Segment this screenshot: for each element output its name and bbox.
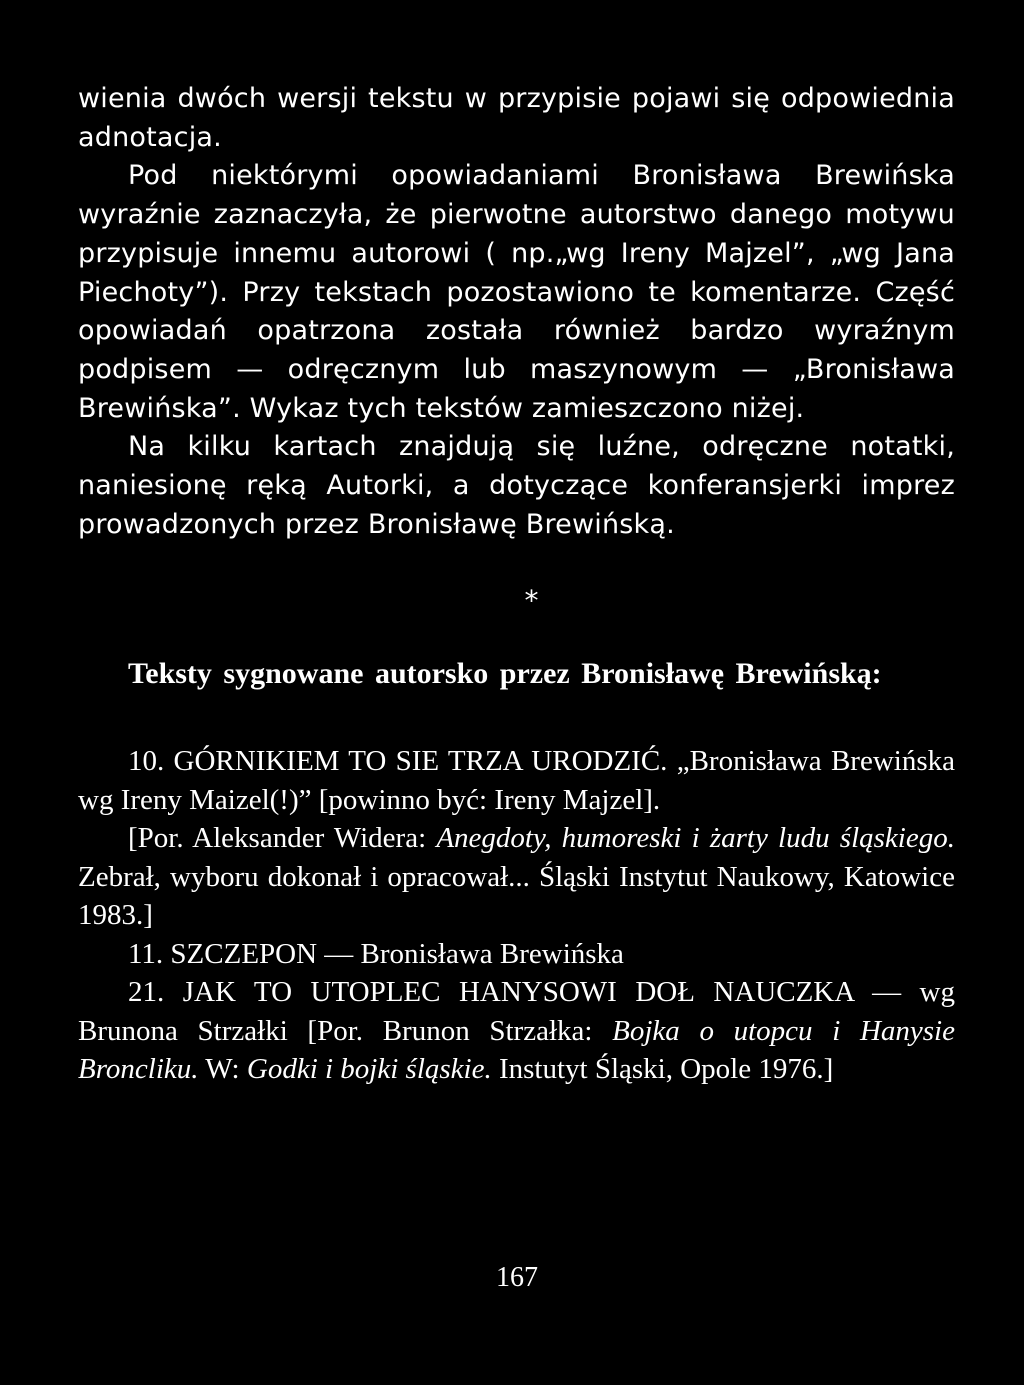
- reference-suffix: Zebrał, wyboru dokonał i opracował... Śląski Instytut Naukowy, Katowice 1983.]: [78, 860, 955, 932]
- reference-title: Anegdoty, humoreski i żarty ludu śląskiego.: [436, 822, 955, 855]
- entry-11: [78, 935, 955, 974]
- entry-11-text: 11. SZCZEPON — Bronisława Brewińska: [128, 937, 624, 970]
- section-heading: [78, 654, 955, 694]
- entry-10-text: 10. GÓRNIKIEM TO SIE TRZA URODZIĆ. „Bronisława Brewińska wg Ireny Maizel(!)” [powinno być: Ireny Majzel].: [78, 745, 955, 816]
- intro-paragraph-1: [78, 80, 955, 157]
- entry-21-prefix: 21. JAK TO UTOPLEC HANYSOWI DOŁ NAUCZKA — wg Brunona Strzałki [Por. Brunon Strzałka:: [78, 976, 955, 1047]
- paragraph-3-text: Na kilku kartach znajdują się luźne, odręczne notatki, naniesionę ręką Autorki, a dotyczące konferansjerki imprez prowadzonych przez Bronisławę Brewińską.: [78, 431, 955, 540]
- reference-prefix: [Por. Aleksander Widera:: [128, 822, 437, 855]
- entry-21: [78, 973, 955, 1089]
- page-number: 167: [496, 1262, 538, 1293]
- intro-paragraph-3: [78, 428, 955, 544]
- entry-10-reference: [78, 819, 955, 935]
- page-content: [78, 80, 955, 1089]
- entry-21-title-2: Godki i bojki śląskie.: [246, 1053, 492, 1086]
- section-separator: *: [524, 584, 539, 618]
- intro-paragraph-2: [78, 157, 955, 428]
- paragraph-2-text: Pod niektórymi opowiadaniami Bronisława Brewińska wyraźnie zaznaczyła, że pierwotne autorstwo danego motywu przypisuje innemu autorowi ( np.„wg Ireny Majzel”, „wg Jana Piechoty”). Przy tekstach pozostawiono te komentarze. Część opowiadań opatrzona została również bardzo wyraźnym podpisem — odręcznym lub maszynowym — „Bronisława Brewińska”. Wykaz tych tekstów zamieszczono niżej.: [78, 160, 955, 424]
- section-heading-text: Teksty sygnowane autorsko przez Bronisławę Brewińską:: [128, 657, 882, 691]
- paragraph-1-text: wienia dwóch wersji tekstu w przypisie pojawi się odpowiednia adnotacja.: [78, 83, 955, 153]
- entry-21-title: Bojka o utopcu i Hanysie Broncliku.: [78, 1014, 955, 1086]
- entry-21-middle: W:: [198, 1053, 247, 1086]
- entry-21-suffix: Instutyt Śląski, Opole 1976.]: [491, 1053, 834, 1086]
- entries-list: [78, 742, 955, 1089]
- entry-10: [78, 742, 955, 819]
